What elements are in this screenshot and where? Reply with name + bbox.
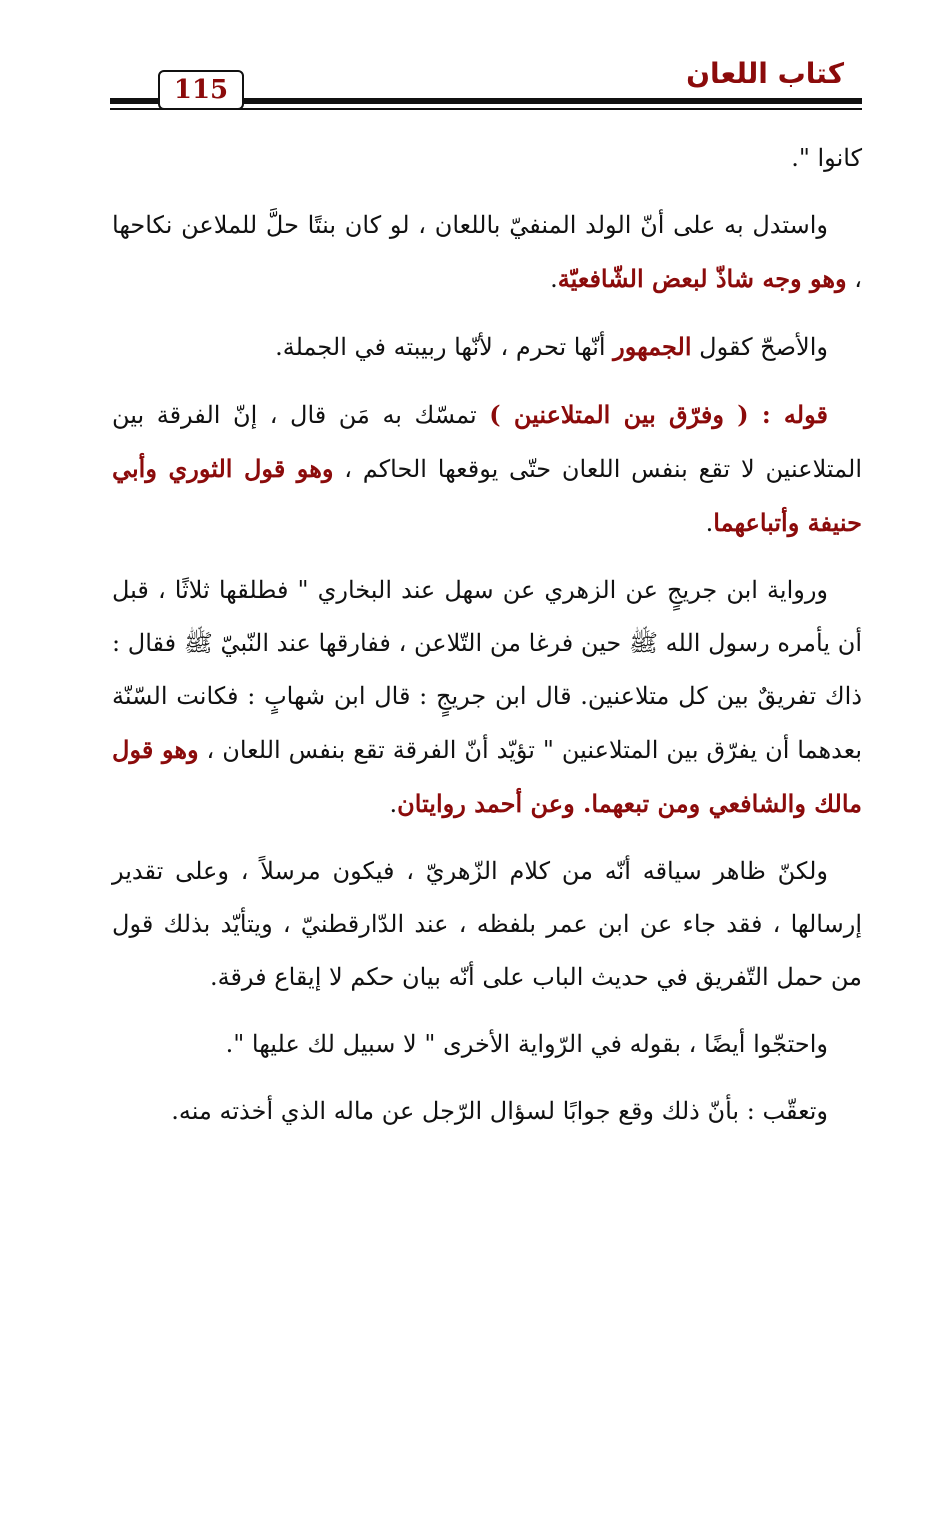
page-header <box>110 52 862 122</box>
text-segment: . <box>550 265 558 293</box>
paragraph <box>112 1085 862 1138</box>
text-segment: تمسّك به مَن قال ، إنّ الفرقة بين المتلاعنين لا تقع بنفس اللعان حتّى يوقعها الحاكم ، <box>112 401 862 483</box>
body-text <box>112 132 862 1152</box>
text-segment: أنّها تحرم ، لأنّها ربيبته في الجملة. <box>275 333 614 361</box>
text-segment: ورواية ابن جريجٍ عن الزهري عن سهل عند البخاري " فطلقها ثلاثًا ، قبل أن يأمره رسول الله ﷺ حين فرغا من التّلاعن ، ففارقها عند النّبيّ ﷺ فقال : ذاك تفريقٌ بين كل متلاعنين. قال ابن جريجٍ : قال ابن شهابٍ : فكانت السّنّة بعدهما أن يفرّق بين المتلاعنين " تؤيّد أنّ الفرقة تقع بنفس اللعان ، <box>112 576 862 764</box>
highlighted-text: الجمهور <box>613 332 692 361</box>
text-segment: والأصحّ كقول <box>691 333 828 361</box>
text-segment: وتعقّب : بأنّ ذلك وقع جوابًا لسؤال الرّجل عن ماله الذي أخذته منه. <box>171 1097 828 1125</box>
page-number: 115 <box>158 70 244 110</box>
paragraph <box>112 320 862 374</box>
highlighted-text: وهو وجه شاذّ لبعض الشّافعيّة <box>557 264 847 293</box>
highlighted-text: قوله : ( وفرّق بين المتلاعنين ) <box>489 400 828 429</box>
text-segment: واحتجّوا أيضًا ، بقوله في الرّواية الأخرى " لا سبيل لك عليها ". <box>225 1030 828 1058</box>
text-segment: ولكنّ ظاهر سياقه أنّه من كلام الزّهريّ ، فيكون مرسلاً ، وعلى تقدير إرسالها ، فقد جاء عن ابن عمر بلفظه ، عند الدّارقطنيّ ، ويتأيّد بذلك قول من حمل التّفريق في حديث الباب على أنّه بيان حكم لا إيقاع فرقة. <box>112 857 862 991</box>
paragraph <box>112 564 862 831</box>
text-segment: . <box>389 790 398 818</box>
text-segment: واستدل به على أنّ الولد المنفيّ باللعان ، لو كان بنتًا حلَّ للملاعن نكاحها ، <box>112 211 862 293</box>
chapter-title: كتاب اللعان <box>686 57 844 90</box>
paragraph <box>112 388 862 550</box>
paragraph <box>112 845 862 1004</box>
paragraph <box>112 1018 862 1071</box>
highlighted-text: وهو قول مالك والشافعي ومن تبعهما. وعن أحمد روايتان <box>112 735 862 818</box>
text-segment: كانوا ". <box>791 144 862 172</box>
text-segment: . <box>705 509 714 537</box>
highlighted-text: وهو قول الثوري وأبي حنيفة وأتباعهما <box>112 454 862 537</box>
paragraph <box>112 132 862 185</box>
paragraph <box>112 199 862 306</box>
